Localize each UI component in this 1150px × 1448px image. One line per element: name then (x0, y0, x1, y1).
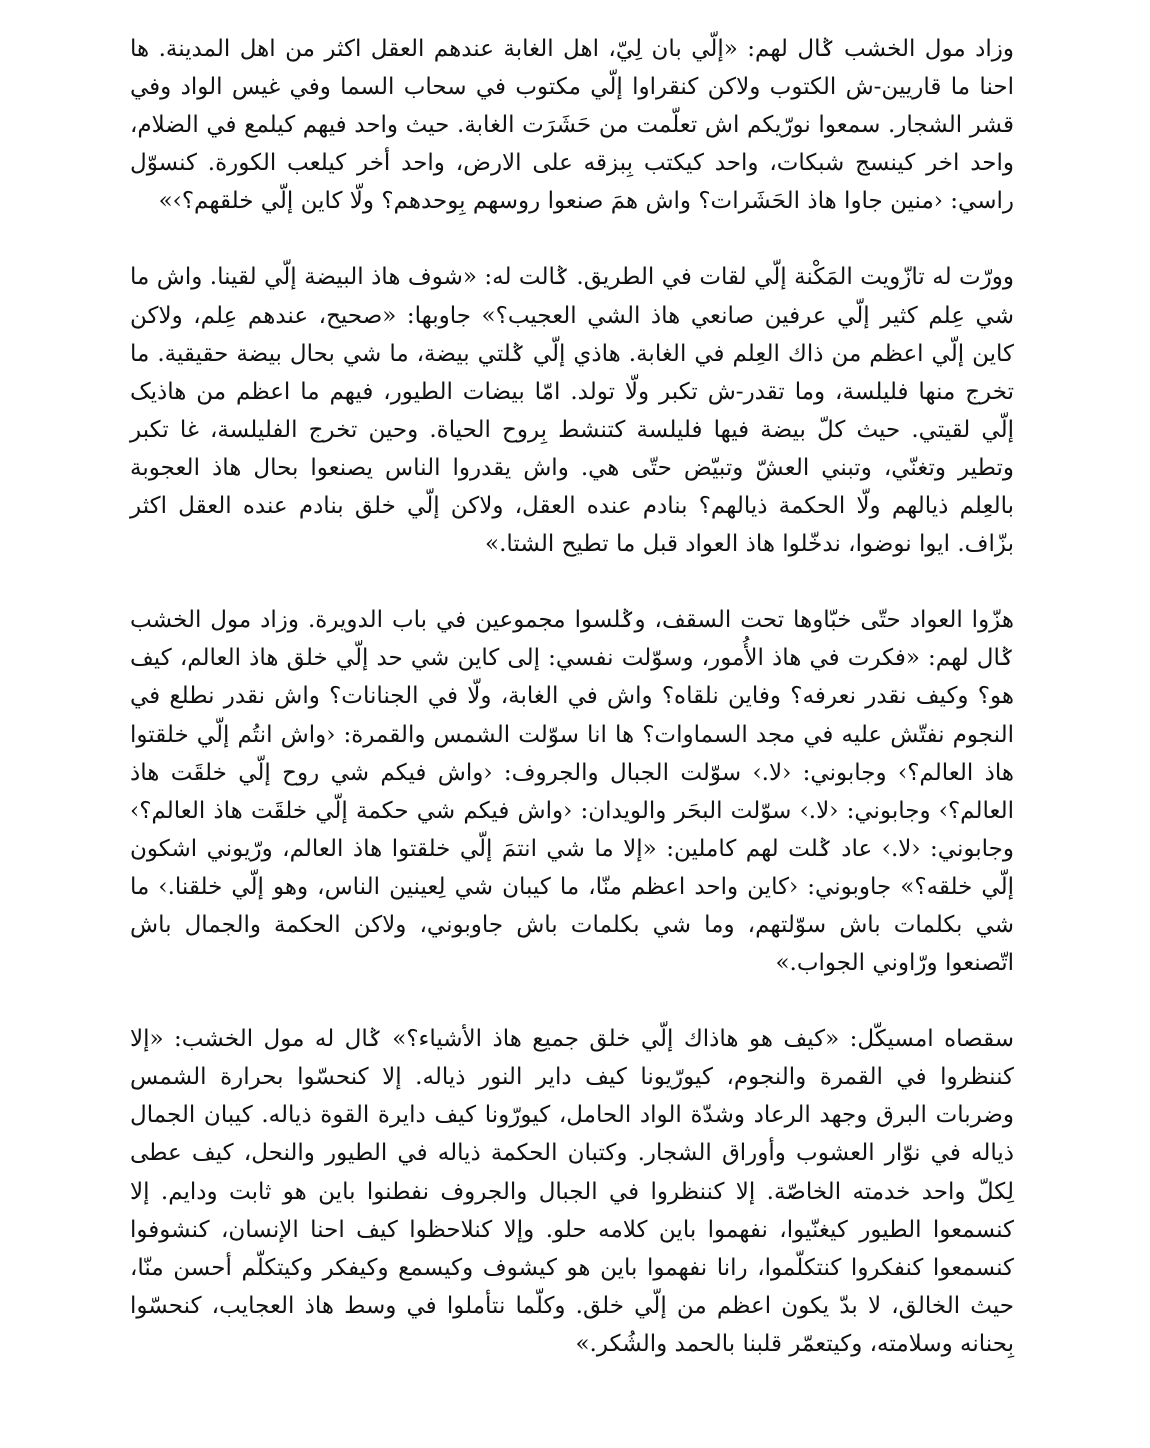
paragraph-2: وورّت له تازّويت المَكْنة إلّي لقات في الطريق. ݣالت له: «شوف هاذ البيضة إلّي لقينا. واش ما شي عِلم كثير إلّي عرفين صانعي هاذ الشي العجيب؟» جاوبها: «صحيح، عندهم عِلم، ولاكن كاين إلّي اعظم من ذاك العِلم في الغابة. هاذي إلّي ݣلتي بيضة، ما شي بحال بيضة حقيقية. ما تخرج منها فليلسة، وما تقدر-ش تكبر ولّا تولد. امّا بيضات الطيور، فيهم ما اعظم من هاذيک إلّي لقيتي. حيث كلّ بيضة فيها فليلسة كتنشط بِروح الحياة. وحين تخرج الفليلسة، غا تكبر وتطير وتغنّي، وتبني العشّ وتبيّض حتّى هي. واش يقدروا الناس يصنعوا بحال هاذ العجوبة بالعِلم ذيالهم ولّا الحكمة ذيالهم؟ بنادم عنده العقل، ولاكن إلّي خلق بنادم عنده العقل اكثر بزّاف. ايوا نوضوا، ندخّلوا هاذ العواد قبل ما تطيح الشتا.» (130, 264, 1014, 558)
document-page (130, 30, 1014, 1440)
paragraph-4: سقصاه امسيكّل: «كيف هو هاذاك إلّي خلق جميع هاذ الأشياء؟» ݣال له مول الخشب: «إلا كننظروا في القمرة والنجوم، كيورّيونا كيف داير النور ذياله. إلا كنحسّوا بحرارة الشمس وضربات البرق وجهد الرعاد وشدّة الواد الحامل، كيورّونا كيف دايرة القوة ذياله. كيبان الجمال ذياله في نوّار العشوب وأوراق الشجار. وكتبان الحكمة ذياله في الطيور والنحل، كيف عطى لِكلّ واحد خدمته الخاصّة. إلا كننظروا في الجبال والجروف نفطنوا باين هو ثابت ودايم. إلا كنسمعوا الطيور كيغنّيوا، نفهموا باين كلامه حلو. وإلا كنلاحظوا كيف احنا الإنسان، كنشوفوا كنسمعوا كنفكروا كنتكلّموا، رانا نفهموا باين هو كيشوف وكيسمع وكيفكر وكيتكلّم أحسن منّا، حيث الخالق، لا بدّ يكون اعظم من إلّي خلق. وكلّما نتأملوا في وسط هاذ العجايب، كنحسّوا بِحنانه وسلامته، وكيتعمّر قلبنا بالحمد والشُكر.» (130, 1026, 1014, 1357)
paragraph-1: وزاد مول الخشب ݣال لهم: «إلّي بان لِيّ، اهل الغابة عندهم العقل اكثر من اهل المدينة. ها احنا ما قاريين-ش الكتوب ولاكن كنقراوا إلّي مكتوب في سحاب السما وفي غيس الواد وفي قشر الشجار. سمعوا نورّيكم اش تعلّمت من حَشَرَت الغابة. حيث واحد فيهم كيلمع في الضلام، واحد اخر كينسج شبكات، واحد كيكتب بِبزقه على الارض، واحد أخر كيلعب الكورة. كنسوّل راسي: ‹منين جاوا هاذ الحَشَرات؟ واش همَ صنعوا روسهم بِوحدهم؟ ولّا كاين إلّي خلقهم؟›» (130, 36, 1014, 215)
paragraph-3: هزّوا العواد حتّى خبّاوها تحت السقف، وݣلسوا مجموعين في باب الدويرة. وزاد مول الخشب ݣال لهم: «فكرت في هاذ الأُمور، وسوّلت نفسي: إلى كاين شي حد إلّي خلق هاذ العالم، كيف هو؟ وكيف نقدر نعرفه؟ وفاين نلقاه؟ واش في الغابة، ولّا في الجنانات؟ واش نقدر نطلع في النجوم نفتّش عليه في مجد السماوات؟ ها انا سوّلت الشمس والقمرة: ‹واش انتُم إلّي خلقتوا هاذ العالم؟› وجابوني: ‹لا.› سوّلت الجبال والجروف: ‹واش فيكم شي روح إلّي خلقَت هاذ العالم؟› وجابوني: ‹لا.› سوّلت البحَر والويدان: ‹واش فيكم شي حكمة إلّي خلقَت هاذ العالم؟› وجابوني: ‹لا.› عاد ݣلت لهم كاملين: «إلا ما شي انتمَ إلّي خلقتوا هاذ العالم، ورّيوني اشكون إلّي خلقه؟» جاوبوني: ‹كاين واحد اعظم منّا، ما كيبان شي لِعينين الناس، وهو إلّي خلقنا.› ما شي بكلمات باش سوّلتهم، وما شي بكلمات باش جاوبوني، ولاكن الحكمة والجمال باش اتّصنعوا ورّاوني الجواب.» (130, 607, 1014, 977)
